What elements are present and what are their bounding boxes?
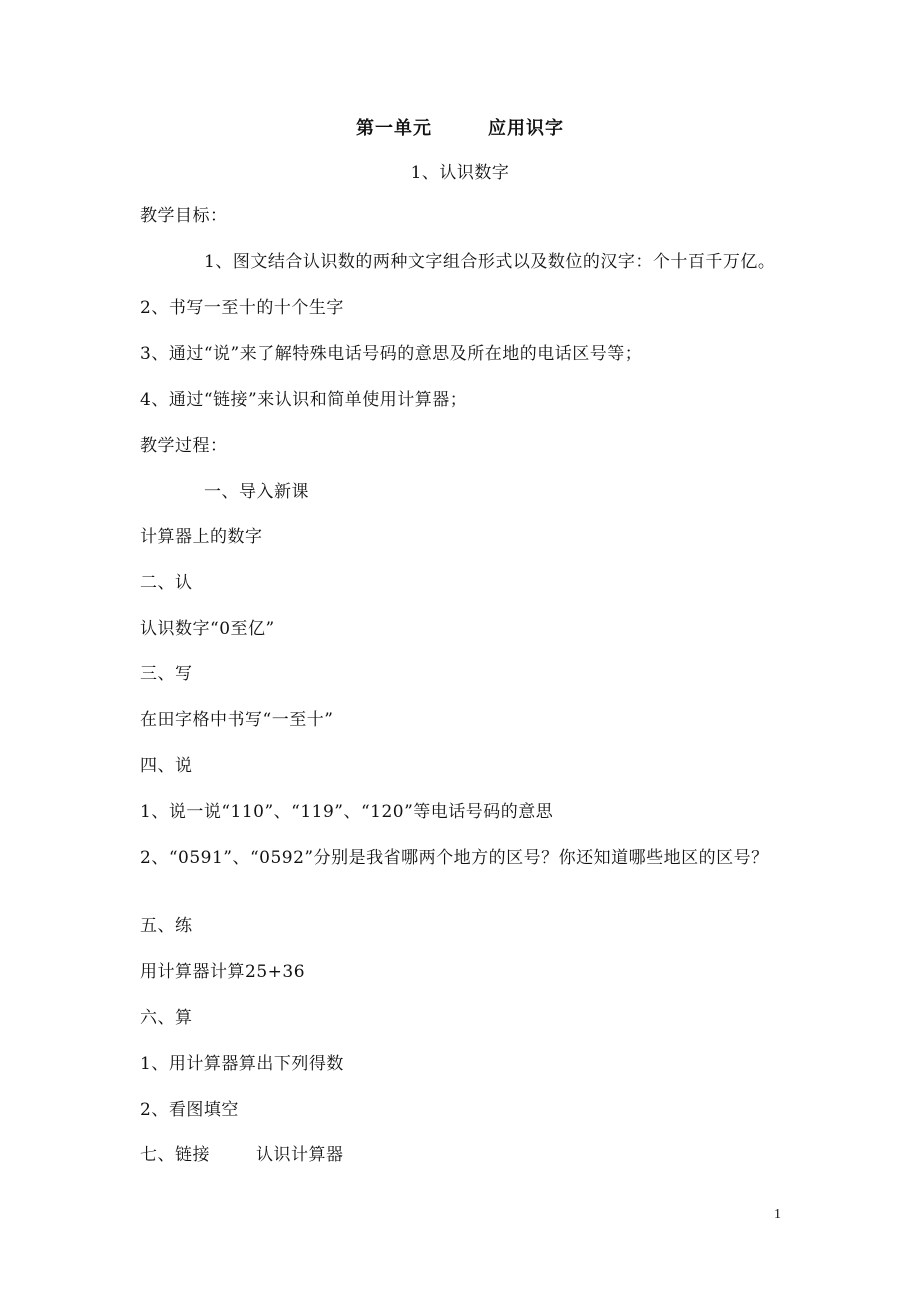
lesson-title: 1、认识数字 [410,163,510,183]
section-3-text: 在田字格中书写“一至十” [140,710,334,730]
section-2-text: 认识数字“0至亿” [140,619,275,639]
section-6-heading: 六、算 [140,1008,193,1028]
section-3-heading: 三、写 [140,664,193,684]
section-7-heading [140,1143,344,1167]
unit-title [0,114,920,140]
process-heading: 教学过程： [140,436,228,456]
section-4-item-2: 2、“0591”、“0592”分别是我省哪两个地方的区号？你还知道哪些地区的区号？ [140,848,769,868]
section-1-text: 计算器上的数字 [140,527,263,547]
objective-item-3: 3、通过“说”来了解特殊电话号码的意思及所在地的电话区号等； [140,344,643,364]
page-number: 1 [774,1207,781,1222]
section-4-item-1: 1、说一说“110”、“119”、“120”等电话号码的意思 [140,802,554,822]
section-6-item-2: 2、看图填空 [140,1100,239,1120]
section-7-label: 七、链接 [140,1145,210,1165]
section-1-heading: 一、导入新课 [204,482,309,502]
section-4-heading: 四、说 [140,756,193,776]
unit-title-part2: 应用识字 [488,118,564,139]
section-6-item-1: 1、用计算器算出下列得数 [140,1054,344,1074]
section-2-heading: 二、认 [140,573,193,593]
objective-item-2: 2、书写一至十的十个生字 [140,298,344,318]
objectives-heading: 教学目标： [140,206,228,226]
section-7-topic: 认识计算器 [256,1145,344,1165]
section-5-heading: 五、练 [140,916,193,936]
objective-item-4: 4、通过“链接”来认识和简单使用计算器； [140,390,468,410]
section-5-text: 用计算器计算25+36 [140,962,306,982]
unit-title-part1: 第一单元 [356,118,432,139]
objective-item-1: 1、图文结合认识数的两种文字组合形式以及数位的汉字：个十百千万亿。 [204,252,776,272]
